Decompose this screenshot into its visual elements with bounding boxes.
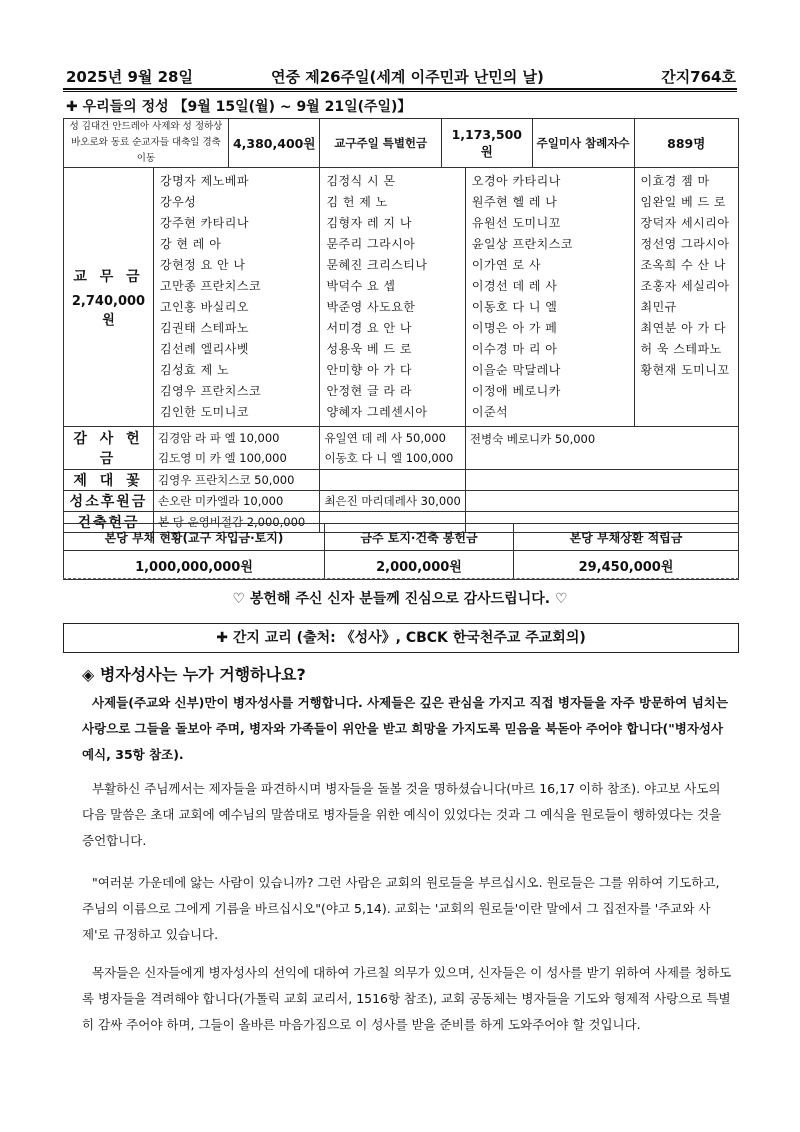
- donor-name: 김인한 도미니코: [159, 405, 249, 419]
- sacrament-support-row: [64, 491, 739, 512]
- donor-name: 김형자 레 지 나: [326, 216, 412, 230]
- thanks-offering-label: 감 사 헌 금: [64, 427, 154, 470]
- header-title: 연중 제26주일(세계 이주민과 난민의 날): [271, 68, 544, 86]
- donor-name: 조홍자 세실리아: [640, 279, 730, 293]
- donor-name: 안정현 글 라 라: [326, 384, 412, 398]
- paragraph-1: 사제들(주교와 신부)만이 병자성사를 거행합니다. 사제들은 깊은 관심을 가지고 직접 병자들을 자주 방문하여 넘치는 사랑으로 그들을 돌보아 주며, 병자와 가족들이 위안을 받고 희망을 가지도록 믿음을 북돋아 주어야 합니다("병자성사 예식, 35항 참조).: [82, 695, 728, 762]
- donor-name: 고만종 프란치스코: [159, 279, 262, 293]
- donor-name: 문혜진 크리스티나: [326, 258, 428, 272]
- gift-entry: 본 당 운영비절감 2,000,000: [157, 515, 306, 529]
- donor-name: 양혜자 그레센시아: [326, 405, 428, 419]
- donor-name: 최연분 아 가 다: [640, 321, 726, 335]
- donor-name: 성용욱 베 드 로: [326, 342, 412, 356]
- altar-flowers-row: [64, 470, 739, 491]
- debt-value-3: 29,450,000원: [514, 551, 739, 580]
- donor-name: 박준영 사도요한: [326, 300, 416, 314]
- special-label: 교구주일 특별헌금: [320, 119, 442, 168]
- thanks-offering-col-3: [465, 427, 738, 470]
- donor-name: 이가연 로 사: [471, 258, 541, 272]
- clergy-fund-col-4: [634, 168, 739, 427]
- gift-entry: 김도영 미 카 엘 100,000: [157, 451, 287, 465]
- donor-name: 윤일상 프란치스코: [471, 237, 573, 251]
- donor-name: 고인홍 바실리오: [159, 300, 249, 314]
- donor-name: 이정애 베로니카: [471, 384, 561, 398]
- donor-name: 김권태 스테파노: [159, 321, 249, 335]
- donor-name: 강 현 레 아: [159, 237, 222, 251]
- donor-name: 강우성: [159, 195, 197, 209]
- donor-name: 이동호 다 니 엘: [471, 300, 558, 314]
- summary-row: [64, 119, 739, 168]
- paragraph-2: 부활하신 주님께서는 제자들을 파견하시며 병자들을 돌볼 것을 명하셨습니다(마르 16,17 이하 참조). 야고보 사도의 다음 말씀은 초대 교회에 예수님의 말씀대로 병자들을 위한 예식이 있었다는 것과 그 예식을 원로들이 행하였다는 것을 증언합니다.: [82, 781, 722, 848]
- donor-name: 허 욱 스테파노: [640, 342, 722, 356]
- donor-name: 임완일 베 드 로: [640, 195, 726, 209]
- gift-entry: 이동호 다 니 엘 100,000: [324, 451, 454, 465]
- page-header: [66, 66, 736, 88]
- donor-name: 강주현 카타리나: [159, 216, 249, 230]
- donor-name: 장덕자 세시리아: [640, 216, 730, 230]
- sacrament-support-entry-2: [320, 491, 465, 512]
- sacrament-support-entry-1: [153, 491, 319, 512]
- gift-entry: 전병숙 베로니카 50,000: [469, 432, 596, 446]
- divider: [63, 578, 739, 579]
- clergy-fund-col-3: [465, 168, 634, 427]
- donor-name: 이준석: [471, 405, 509, 419]
- thanks-offering-col-2: [320, 427, 465, 470]
- donor-name: 조옥희 수 산 나: [640, 258, 726, 272]
- doctrine-title-box: ✚ 간지 교리 (출처: 《성사》, CBCK 한국천주교 주교회의): [63, 623, 739, 653]
- donor-name: 김선례 엘리사벳: [159, 342, 249, 356]
- header-date: 2025년 9월 28일: [66, 68, 193, 86]
- mass-count: 889명: [634, 119, 739, 168]
- paragraph-3: "여러분 가운데에 앓는 사람이 있습니까? 그런 사람은 교회의 원로들을 부르십시오. 원로들은 그를 위하여 기도하고, 주님의 이름으로 그에게 기름을 바르십시오"(야고 5,14). 교회는 '교회의 원로들'이란 말에서 그 집전자를 '주교와 사제'로 규정하고 있습니다.: [82, 875, 720, 942]
- doctrine-question: ◈ 병자성사는 누가 거행하나요?: [82, 665, 306, 684]
- donor-name: 오경아 카타리나: [471, 174, 561, 188]
- donor-name: 박덕수 요 셉: [326, 279, 396, 293]
- donor-name: 황현재 도미니꼬: [640, 363, 730, 377]
- altar-flowers-label: 제 대 꽃: [64, 470, 154, 491]
- offering-table: [63, 118, 739, 533]
- mass-label: 주일미사 참례자수: [532, 119, 634, 168]
- debt-header-2: 금주 토지·건축 봉헌금: [325, 524, 514, 551]
- thanks-message: ♡ 봉헌해 주신 신자 분들께 진심으로 감사드립니다. ♡: [232, 591, 568, 607]
- debt-value-1: 1,000,000,000원: [64, 551, 325, 580]
- clergy-fund-col-1: [153, 168, 319, 427]
- offering-section-title: ✚ 우리들의 정성 【9월 15일(월) ~ 9월 21일(주일)】: [66, 99, 412, 115]
- donor-name: 최민규: [640, 300, 677, 314]
- donor-name: 안미향 아 가 다: [326, 363, 412, 377]
- debt-value-2: 2,000,000원: [325, 551, 514, 580]
- special-amount: 1,173,500원: [441, 119, 532, 168]
- header-issue: 간지764호: [661, 68, 736, 86]
- donor-name: 김영우 프란치스코: [159, 384, 262, 398]
- paragraph-4: 목자들은 신자들에게 병자성사의 선익에 대하여 가르칠 의무가 있으며, 신자들은 이 성사를 받기 위하여 사제를 청하도록 병자들을 격려해야 합니다(가톨릭 교회 교리서, 1516항 참조), 교회 공동체는 병자들을 기도와 형제적 사랑으로 특별히 감싸 주어야 하며, 그들이 올바른 마음가짐으로 이 성사를 받을 준비를 하게 도와주어야 할 것입니다.: [82, 965, 732, 1032]
- gift-entry: 유일연 데 레 사 50,000: [324, 431, 446, 445]
- header-rule: [63, 88, 737, 90]
- clergy-fund-label-cell: [64, 168, 154, 427]
- donor-name: 김 헌 제 노: [326, 195, 388, 209]
- clergy-fund-amount: 2,740,000원: [71, 294, 146, 328]
- gift-entry: 김영우 프란치스코 50,000: [157, 473, 295, 487]
- header-rule-thin: [63, 91, 737, 92]
- gift-entry: 김경암 라 파 엘 10,000: [157, 431, 280, 445]
- donor-name: 이효경 젬 마: [640, 174, 710, 188]
- clergy-fund-col-2: [320, 168, 465, 427]
- donor-name: 원주현 헬 레 나: [471, 195, 558, 209]
- thanks-offering-row: [64, 427, 739, 470]
- donor-name: 강현정 요 안 나: [159, 258, 246, 272]
- donor-name: 문주리 그라시아: [326, 237, 416, 251]
- gift-entry: 최은진 마리데레사 30,000: [324, 494, 461, 508]
- feast-label: 성 김대건 안드레아 사제와 성 정하상 바오로와 동료 순교자들 대축일 경축 이동: [64, 119, 229, 168]
- donor-name: 이명은 아 가 페: [471, 321, 558, 335]
- thanks-offering-col-1: [153, 427, 319, 470]
- donor-name: 서미경 요 안 나: [326, 321, 412, 335]
- debt-header-1: 본당 부채 현황(교구 차입금·토지): [64, 524, 325, 551]
- donor-name: 이수경 마 리 아: [471, 342, 558, 356]
- feast-amount: 4,380,400원: [228, 119, 319, 168]
- donor-name: 유원선 도미니꼬: [471, 216, 561, 230]
- donor-name: 정선영 그라시아: [640, 237, 730, 251]
- donor-name: 이경선 데 레 사: [471, 279, 558, 293]
- debt-status-table: [63, 523, 739, 580]
- donor-name: 강명자 제노베파: [159, 174, 249, 188]
- sacrament-support-label: 성소후원금: [64, 491, 154, 512]
- debt-header-3: 본당 부채상환 적립금: [514, 524, 739, 551]
- clergy-fund-label: 교 무 금: [73, 269, 144, 285]
- altar-flowers-entry: [153, 470, 319, 491]
- gift-entry: 손오란 미카엘라 10,000: [157, 494, 284, 508]
- donor-name: 이을순 막달레나: [471, 363, 561, 377]
- donor-name: 김성효 제 노: [159, 363, 230, 377]
- building-offering-label: 건축헌금: [64, 512, 154, 533]
- clergy-fund-row: [64, 168, 739, 427]
- donor-name: 김정식 시 몬: [326, 174, 396, 188]
